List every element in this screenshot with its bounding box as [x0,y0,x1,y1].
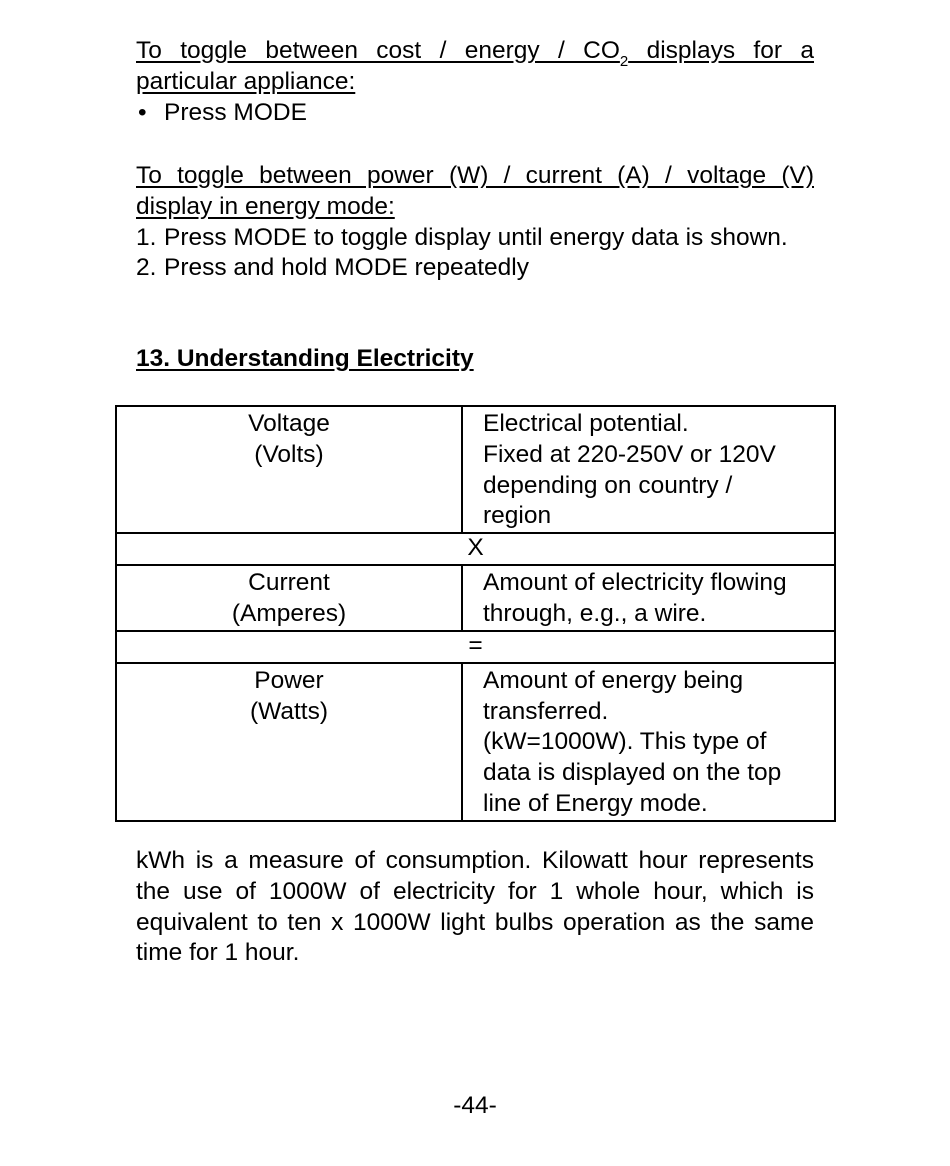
bullet-item: • Press MODE [136,98,814,129]
energy-toggle-heading [136,161,814,223]
cost-heading-text-pre: To toggle between cost / energy / CO [136,37,620,64]
table-row-current [116,565,835,631]
quantity-unit: (Amperes) [231,599,347,627]
description-line: transferred. [483,697,609,725]
description-line: Fixed at 220-250V or 120V [483,440,776,468]
energy-toggle-section [136,161,814,284]
step-text: Press and hold MODE repeatedly [164,254,529,282]
table-row-operator-multiply [116,533,835,565]
table-row-voltage [116,406,835,533]
multiply-operator: X [116,533,835,565]
cost-toggle-heading [136,36,814,98]
description-line: data is displayed on the top [483,759,782,787]
step-item [136,253,814,284]
kwh-paragraph: kWh is a measure of consumption. Kilowatt hour represents the use of 1000W of electricity for 1 whole hour, which is equivalent to ten x 1000W light bulbs operation as the same time for 1 hour. [136,847,814,967]
description-line: depending on country / [483,471,733,499]
quantity-unit: (Volts) [254,440,324,468]
description-line: Amount of energy being [483,666,744,694]
description-line: Amount of electricity flowing [483,569,787,597]
table-cell-description [462,565,835,631]
description-line: region [483,502,552,530]
section-heading: 13. Understanding Electricity [136,345,474,372]
step-item [136,223,814,254]
description-line: line of Energy mode. [483,789,708,817]
co2-subscript: 2 [619,52,629,70]
cost-heading-text-post: displays for a [628,37,814,64]
description-line: Electrical potential. [483,410,689,437]
step-text: Press MODE to toggle display until energy data is shown. [164,223,788,251]
quantity-name: Current [248,569,330,597]
table-cell-name [116,565,462,631]
table-row-operator-equals [116,631,835,663]
equals-operator: = [116,631,835,663]
quantity-unit: (Watts) [249,697,329,725]
table-cell-description [462,663,835,821]
table-cell-name [116,663,462,821]
energy-toggle-steps [136,223,814,285]
description-line: through, e.g., a wire. [483,599,707,627]
energy-toggle-heading-line1: To toggle between power (W) / current (A) / voltage (V) [136,162,814,189]
table-cell-description [462,406,835,533]
electricity-table [115,405,836,822]
cost-toggle-bullets [136,98,814,129]
table-cell-name [116,406,462,533]
cost-toggle-section [136,36,814,128]
page-number: -44- [453,1092,497,1119]
cost-toggle-heading-line2: particular appliance: [136,67,356,95]
cost-toggle-heading-line1 [136,36,814,70]
quantity-name: Power [254,666,324,694]
step-number: 1. [136,223,157,251]
table-row-power [116,663,835,821]
description-line: (kW=1000W). This type of [483,728,767,756]
step-number: 2. [136,254,157,282]
energy-toggle-heading-line2: display in energy mode: [136,192,395,220]
quantity-name: Voltage [248,410,330,437]
